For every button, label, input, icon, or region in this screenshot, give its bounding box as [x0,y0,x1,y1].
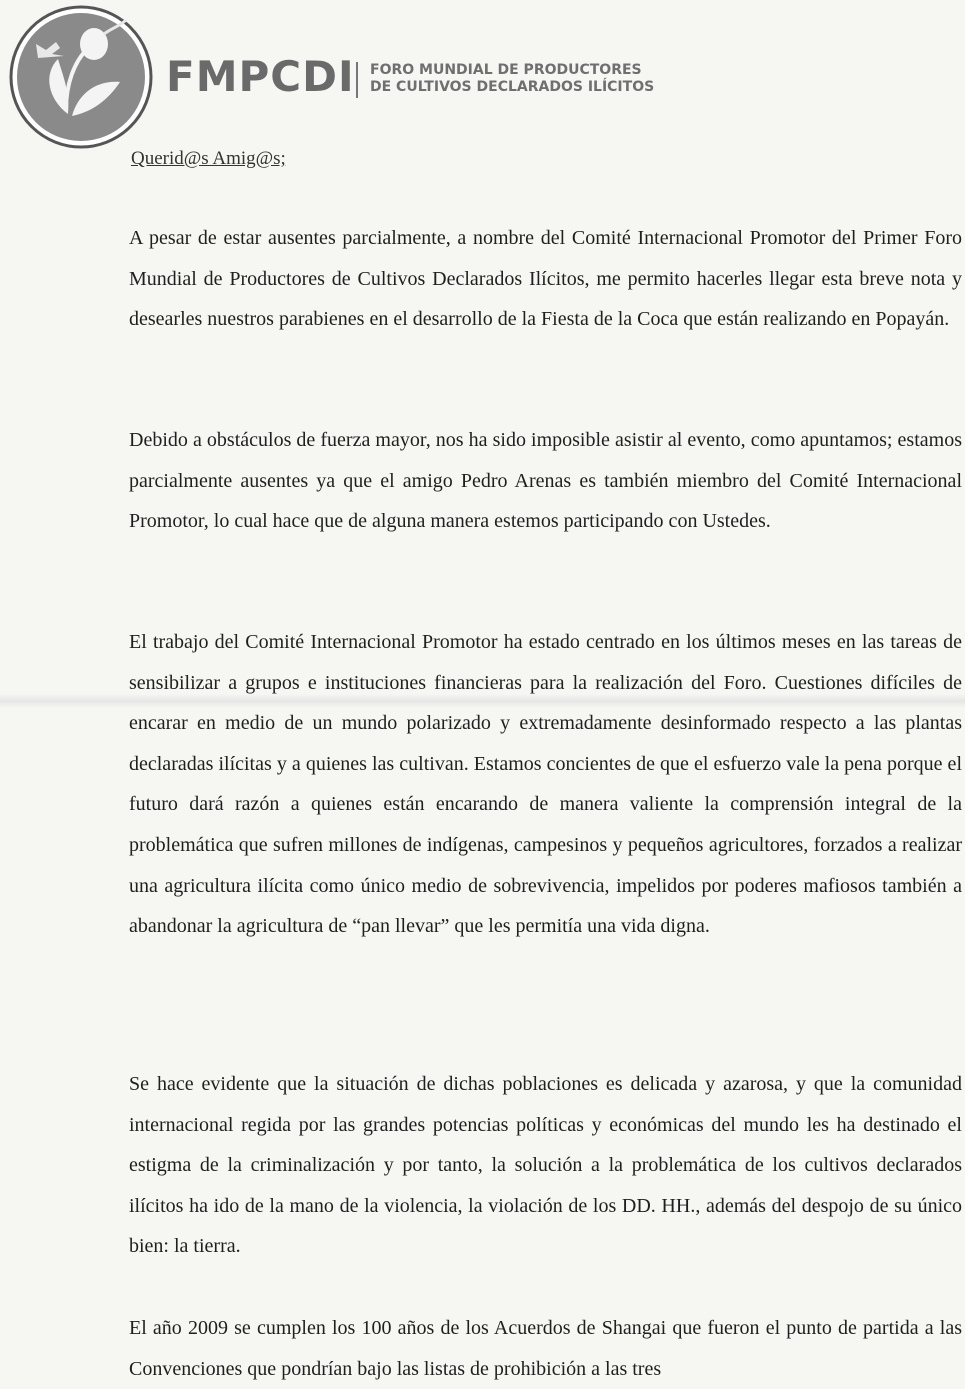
logo-wordmark: FMPCDI [166,52,355,101]
org-name-line-1: FORO MUNDIAL DE PRODUCTORES [370,62,642,78]
logo-divider [356,62,358,98]
paragraph: A pesar de estar ausentes parcialmente, a nombre del Comité Internacional Promotor del Primer Foro Mundial de Productores de Cultivos Declarados Ilícitos, me permito hacerles llegar esta breve nota y desearles nuestros parabienes en el desarrollo de la Fiesta de la Coca que están realizando en Popayán. [129,227,962,331]
salutation: Querid@s Amig@s; [131,148,286,169]
org-name-line-2: DE CULTIVOS DECLARADOS ILÍCITOS [370,79,655,95]
paragraph: El trabajo del Comité Internacional Promotor ha estado centrado en los últimos meses en las tareas de sensibilizar a grupos e instituciones financieras para la realización del Foro. Cuestiones difíciles de encarar en medio de un mundo polarizado y extremadamente desinformado respecto a las plantas declaradas ilícitas y a quienes las cultivan. Estamos concientes de que el esfuerzo vale la pena porque el futuro dará razón a quienes están encarando de manera valiente la comprensión integral de la problemática que sufren millones de indígenas, campesinos y pequeños agricultores, forzados a realizar una agricultura ilícita como único medio de sobrevivencia, impelidos por poderes mafiosos también a abandonar la agricultura de “pan llevar” que les permitía una vida digna. [129,631,962,938]
letterhead [0,0,965,150]
organization-name [370,62,654,96]
paragraph: Debido a obstáculos de fuerza mayor, nos ha sido imposible asistir al evento, como apuntamos; estamos parcialmente ausentes ya que el amigo Pedro Arenas es también miembro del Comité Internacional Promotor, lo cual hace que de alguna manera estemos participando con Ustedes. [129,429,962,533]
fmpcdi-logo-emblem [8,4,154,150]
paragraph: Se hace evidente que la situación de dichas poblaciones es delicada y azarosa, y que la comunidad internacional regida por las grandes potencias políticas y económicas del mundo les ha destinado el estigma de la criminalización y por tanto, la solución a la problemática de los cultivos declarados ilícitos ha ido de la mano de la violencia, la violación de los DD. HH., además del despojo de su único bien: la tierra. [129,1073,962,1258]
paragraph: El año 2009 se cumplen los 100 años de los Acuerdos de Shangai que fueron el punto de partida a las Convenciones que pondrían bajo las listas de prohibición a las tres [129,1317,962,1380]
